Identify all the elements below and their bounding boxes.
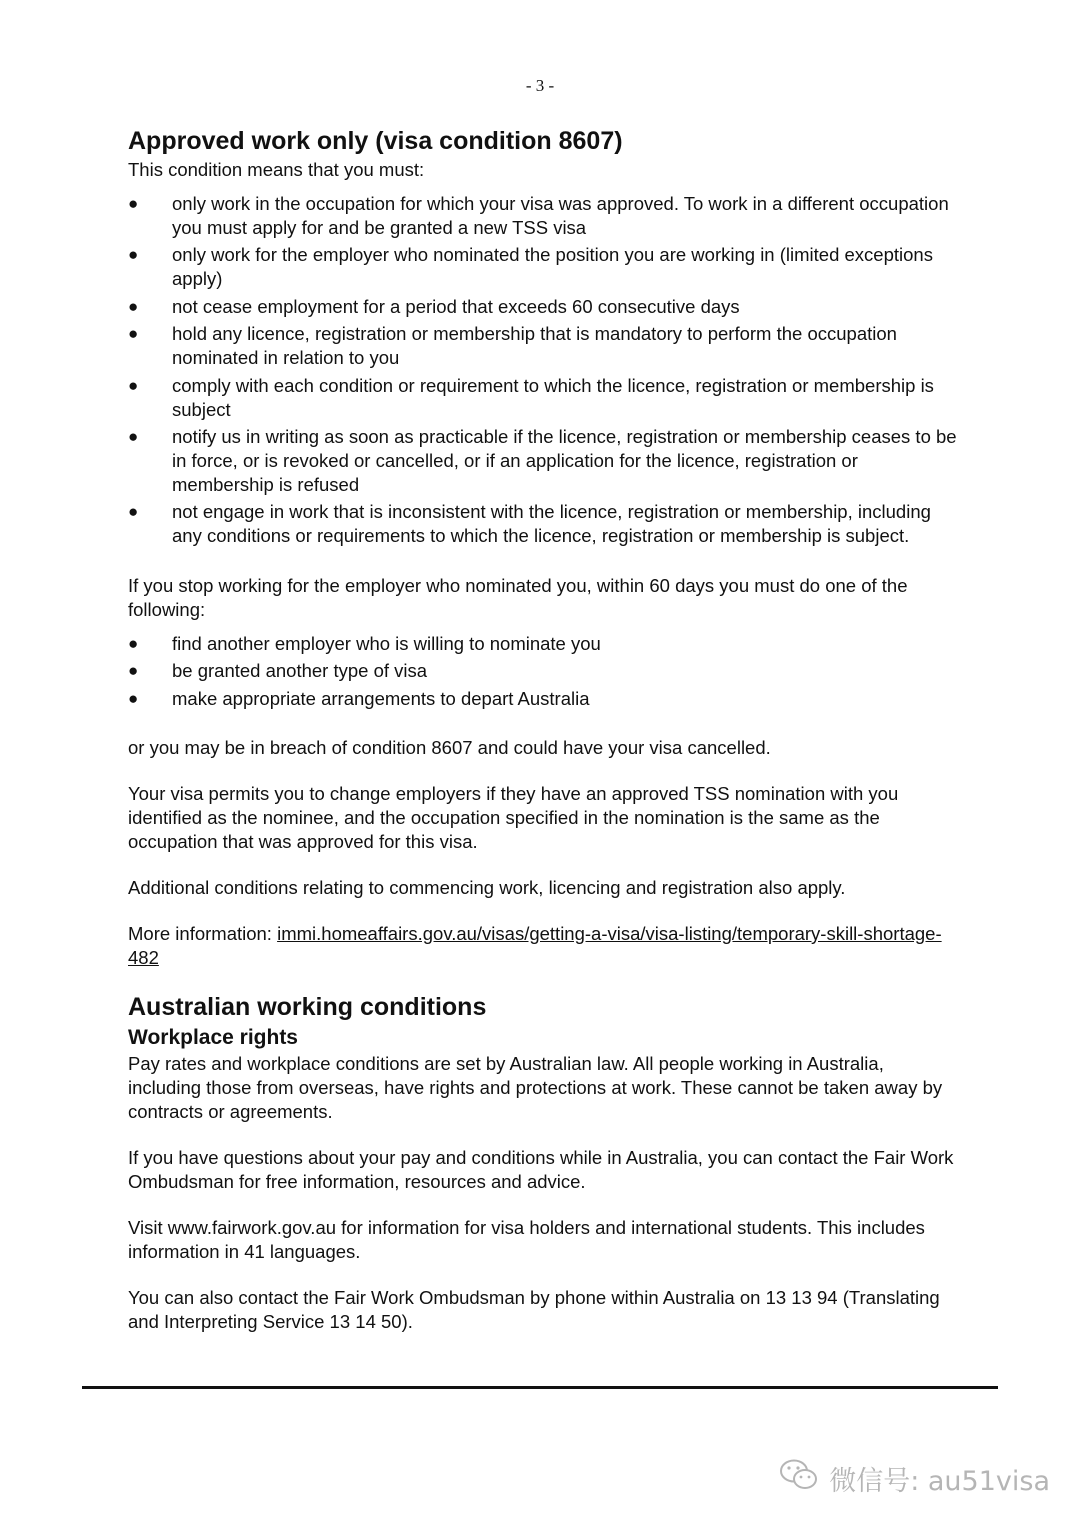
list-item: ● not engage in work that is inconsistent with the licence, registration or membership, including any conditions or requirements to which the licence, registration or membership is subject. bbox=[128, 501, 931, 547]
bullet-icon: ● bbox=[128, 688, 139, 708]
section-title-approved-work: Approved work only (visa condition 8607) bbox=[128, 127, 623, 155]
breach-paragraph: or you may be in breach of condition 8607 and could have your visa cancelled. bbox=[128, 736, 771, 758]
wechat-icon bbox=[779, 1458, 829, 1499]
fairwork-visit-paragraph: Visit www.fairwork.gov.au for information for visa holders and international students. This includes information in 41 languages. bbox=[128, 1216, 925, 1262]
list-item: ● make appropriate arrangements to depart Australia bbox=[128, 687, 590, 709]
bullet-icon: ● bbox=[128, 245, 139, 265]
footer-divider bbox=[82, 1386, 998, 1389]
bullet-icon: ● bbox=[128, 633, 139, 653]
bullet-icon: ● bbox=[128, 502, 139, 522]
list-item: ● notify us in writing as soon as practicable if the licence, registration or membership ceases to be in force, or is revoked or cancelled, or if an application for the licence, registration or membership is refused bbox=[128, 425, 957, 495]
section-title-working-conditions: Australian working conditions bbox=[128, 992, 487, 1021]
list-item: ● find another employer who is willing to nominate you bbox=[128, 632, 601, 654]
fairwork-phone-paragraph: You can also contact the Fair Work Ombudsman by phone within Australia on 13 13 94 (Translating and Interpreting Service 13 14 50). bbox=[128, 1286, 940, 1332]
section-intro: This condition means that you must: bbox=[128, 159, 425, 180]
bullet-icon: ● bbox=[128, 296, 139, 316]
watermark bbox=[779, 1458, 1050, 1499]
page-number: - 3 - bbox=[525, 76, 555, 95]
workplace-rights-paragraph: Pay rates and workplace conditions are set by Australian law. All people working in Australia, including those from overseas, have rights and protections at work. These cannot be taken away by contracts or agreements. bbox=[128, 1052, 943, 1122]
more-info-paragraph bbox=[128, 922, 958, 970]
document-body bbox=[128, 124, 958, 1334]
bullet-icon: ● bbox=[128, 324, 139, 344]
bullet-icon: ● bbox=[128, 426, 139, 446]
list-item: ● comply with each condition or requirement to which the licence, registration or membership is subject bbox=[128, 374, 934, 420]
more-info-link[interactable]: immi.homeaffairs.gov.au/visas/getting-a-visa/visa-listing/temporary-skill-shortage-482 bbox=[128, 922, 942, 968]
list-item: ● hold any licence, registration or membership that is mandatory to perform the occupation nominated in relation to you bbox=[128, 323, 897, 369]
bullet-icon: ● bbox=[128, 194, 139, 213]
additional-conditions-paragraph: Additional conditions relating to commencing work, licencing and registration also apply. bbox=[128, 876, 846, 898]
list-item: ● only work in the occupation for which your visa was approved. To work in a different occupation you must apply for and be granted a new TSS visa bbox=[128, 193, 949, 238]
list-item: ● not cease employment for a period that exceeds 60 consecutive days bbox=[128, 295, 740, 317]
stop-working-list bbox=[128, 632, 958, 711]
list-item: ● be granted another type of visa bbox=[128, 660, 428, 682]
more-info-label: More information: bbox=[128, 922, 278, 944]
change-employer-paragraph: Your visa permits you to change employers if they have an approved TSS nomination with you identified as the nominee, and the occupation specified in the nomination is the same as the occupation that was approved for this visa. bbox=[128, 782, 899, 852]
condition-list bbox=[128, 192, 958, 548]
pay-questions-paragraph: If you have questions about your pay and conditions while in Australia, you can contact the Fair Work Ombudsman for free information, resources and advice. bbox=[128, 1146, 954, 1192]
stop-working-intro: If you stop working for the employer who nominated you, within 60 days you must do one of the following: bbox=[128, 574, 908, 620]
bullet-icon: ● bbox=[128, 661, 139, 681]
section-subtitle-workplace-rights: Workplace rights bbox=[128, 1025, 298, 1049]
bullet-icon: ● bbox=[128, 375, 139, 395]
watermark-text: 微信号: au51visa bbox=[829, 1466, 1050, 1497]
list-item: ● only work for the employer who nominated the position you are working in (limited exceptions apply) bbox=[128, 244, 933, 290]
